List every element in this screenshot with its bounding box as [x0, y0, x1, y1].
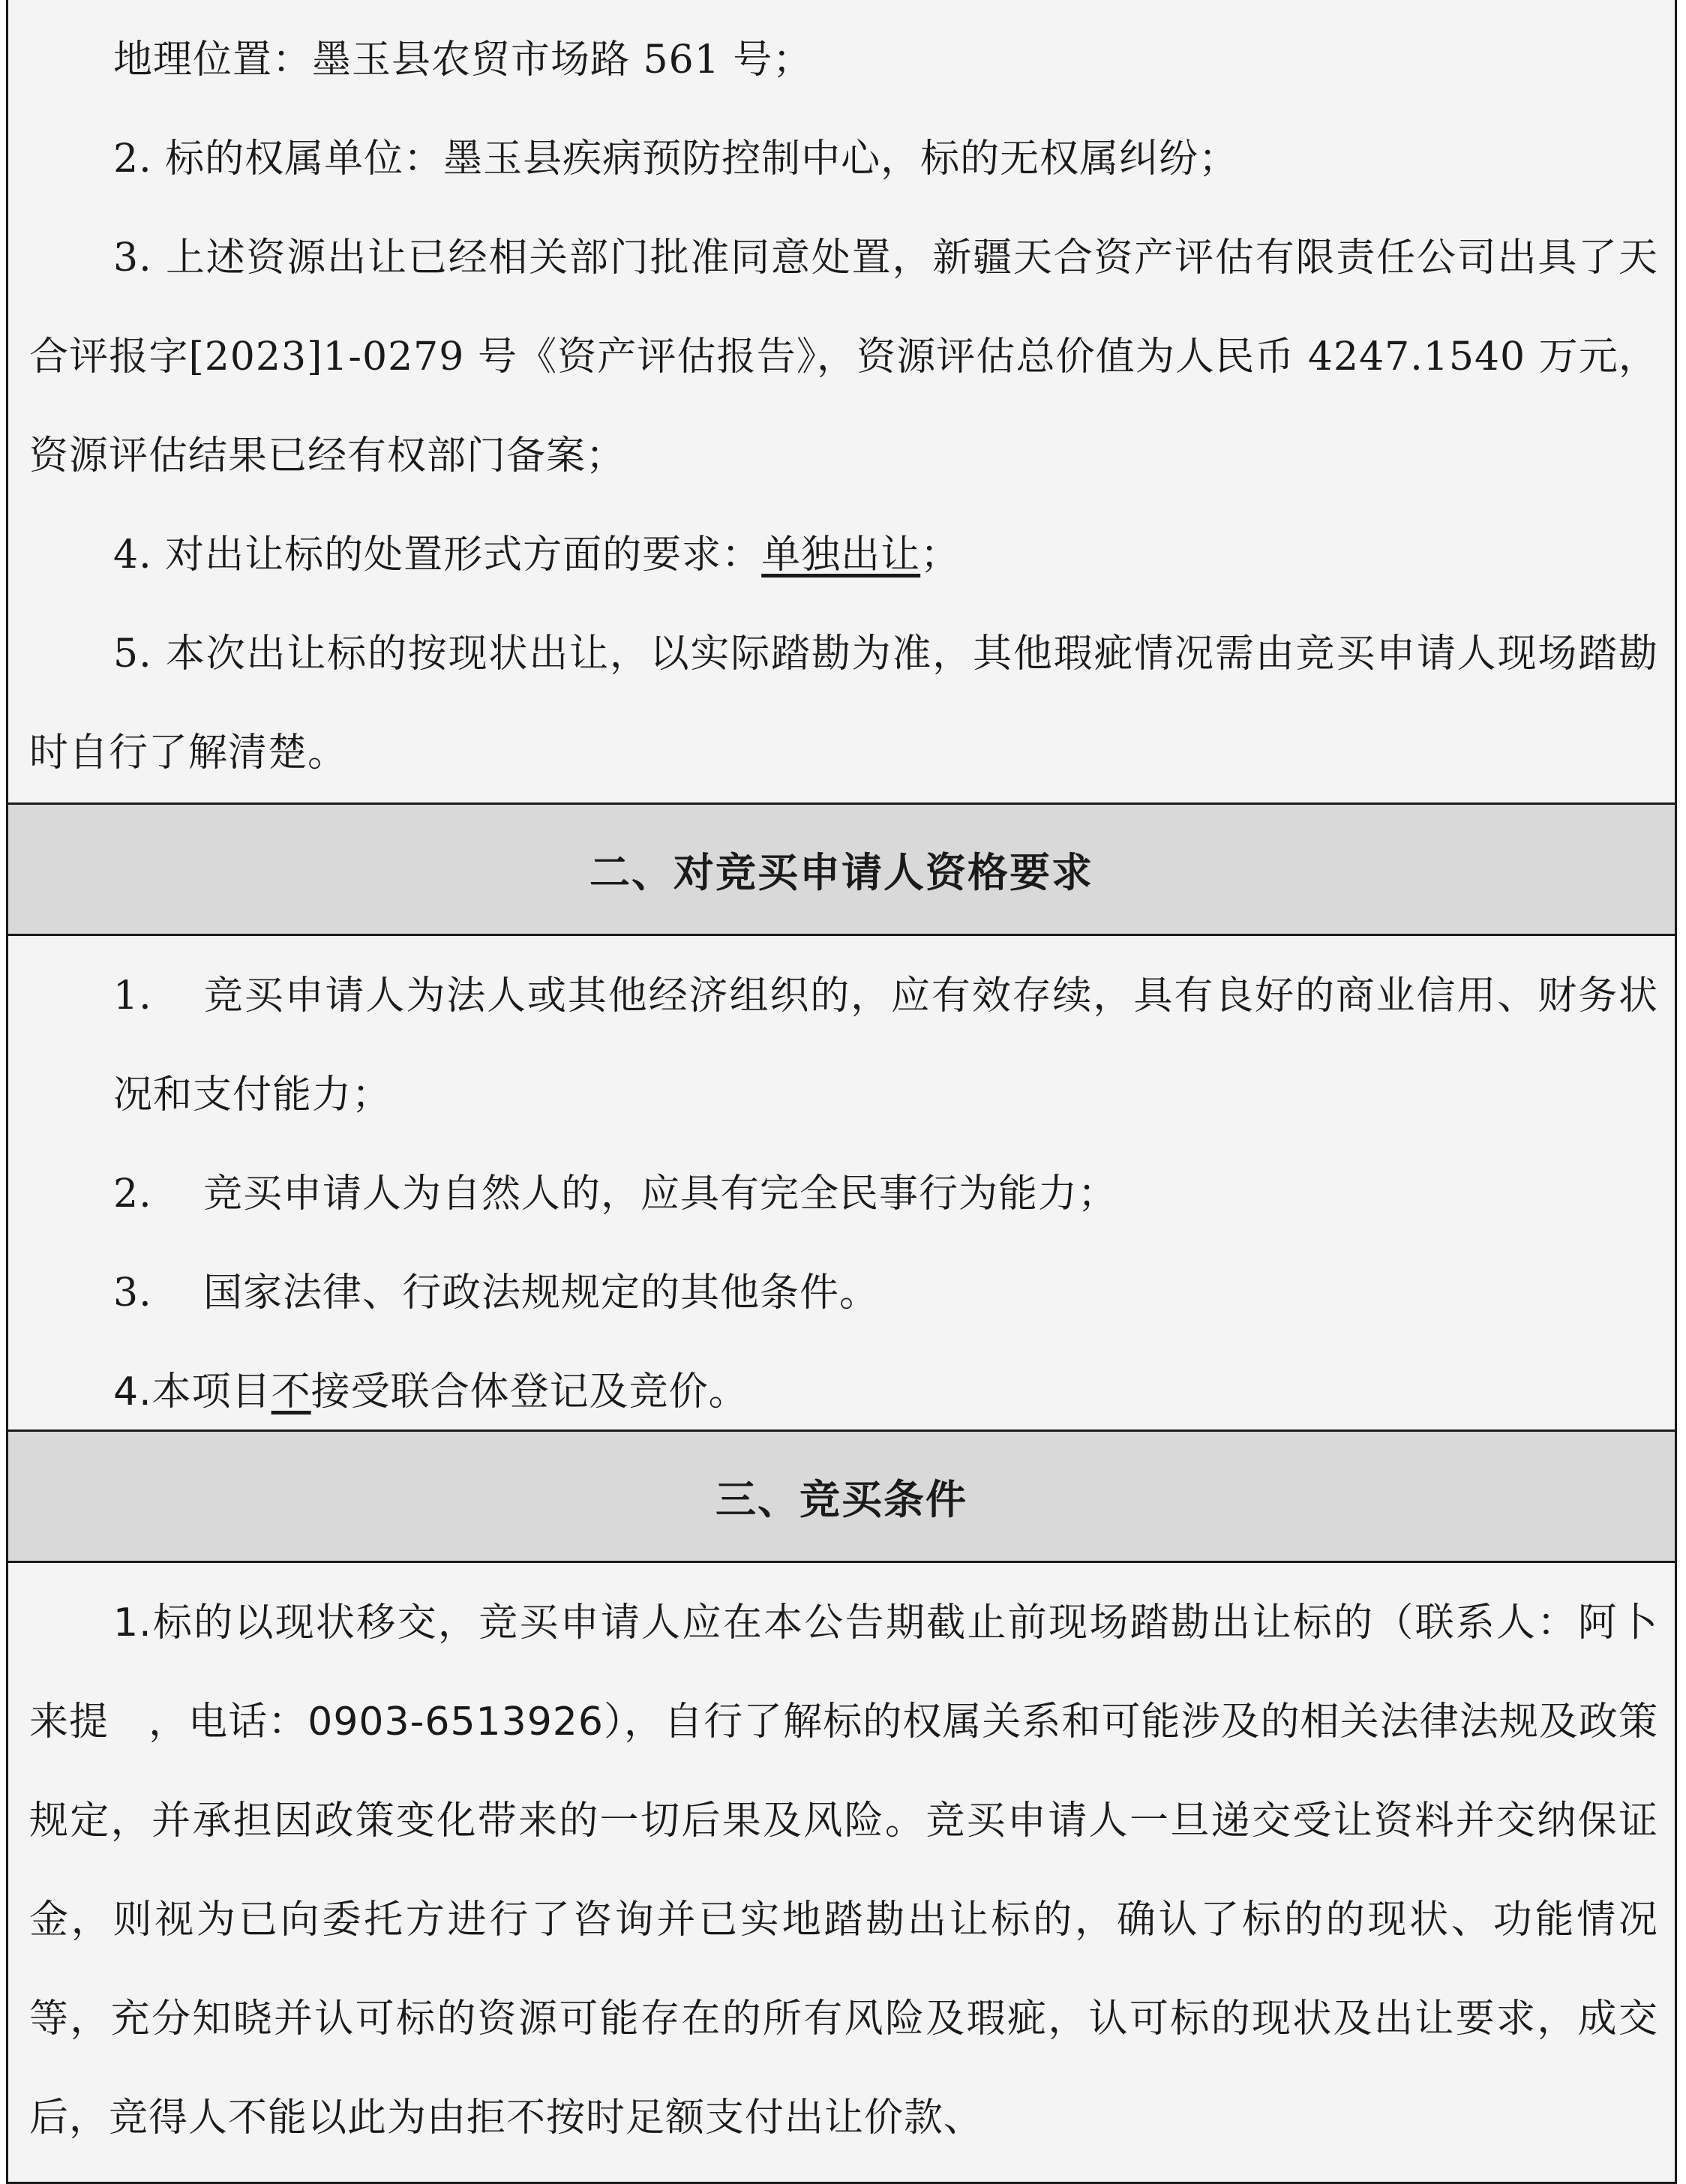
consortium-suffix: 接受联合体登记及竞价。 — [310, 1370, 748, 1414]
disposal-form-value: 单独出让 — [761, 532, 921, 578]
section3-content-cell — [8, 1563, 1675, 2184]
appraisal-paragraph: 3. 上述资源出让已经相关部门批准同意处置，新疆天合资产评估有限责任公司出具了天合评报字[2023]1-0279 号《资产评估报告》，资源评估总价值为人民币 4247.1540 万元，资源评估结果已经有权部门备案； — [29, 236, 1658, 478]
item-number: 1. — [113, 974, 152, 1018]
announcement-table — [6, 0, 1677, 2184]
section3-heading-row — [8, 1430, 1675, 1563]
disposal-form-paragraph — [29, 506, 1658, 604]
disposal-form-prefix: 4. 对出让标的处置形式方面的要求： — [113, 532, 762, 578]
section2-content-cell — [8, 936, 1675, 1430]
bidding-conditions-paragraph — [29, 1574, 1658, 2168]
section2-heading-row — [8, 802, 1675, 936]
item-number: 4. — [113, 1370, 152, 1414]
location-paragraph: 地理位置：墨玉县农贸市场路 561 号； — [113, 38, 813, 82]
consortium-prefix: 本项目 — [152, 1370, 272, 1414]
qualification-item — [29, 1244, 1658, 1342]
section1-content-cell — [8, 0, 1675, 802]
disposal-form-suffix: ； — [920, 532, 961, 578]
item-number: 1. — [113, 1600, 152, 1646]
as-is-paragraph: 5. 本次出让标的按现状出让，以实际踏勘为准，其他瑕疵情况需由竞买申请人现场踏勘时自行了解清楚。 — [29, 632, 1658, 776]
section3-heading: 三、竞买条件 — [716, 1475, 968, 1523]
conditions-text-a: 标的以现状移交，竞买申请人应在本公告期截止前现场踏勘出让标的（联系人：阿卜来提 ，电话： — [29, 1600, 1658, 1744]
consortium-paragraph — [29, 1342, 1658, 1442]
qualification-item — [29, 946, 1658, 1144]
conditions-text-b: ），自行了解标的权属关系和可能涉及的相关法律法规及政策规定，并承担因政策变化带来的一切后果及风险。竞买申请人一旦递交受让资料并交纳保证金，则视为已向委托方进行了咨询并已实地踏勘出让标的，确认了标的的现状、功能情况等，充分知晓并认可标的资源可能存在的所有风险及瑕疵，认可标的现状及出让要求，成交后，竞得人不能以此为由拒不按时足额支付出让价款、 — [29, 1700, 1658, 2140]
item-number: 2. — [113, 1172, 152, 1216]
consortium-negation: 不 — [271, 1370, 311, 1414]
qualification-item — [29, 1144, 1658, 1244]
ownership-paragraph: 2. 标的权属单位：墨玉县疾病预防控制中心，标的无权属纠纷； — [113, 136, 1239, 182]
item-text: 国家法律、行政法规规定的其他条件。 — [203, 1270, 880, 1316]
item-text: 竞买申请人为法人或其他经济组织的，应有效存续，具有良好的商业信用、财务状况和支付能力； — [113, 974, 1658, 1118]
item-text: 竞买申请人为自然人的，应具有完全民事行为能力； — [203, 1172, 1118, 1216]
contact-phone: 0903-6513926 — [308, 1700, 604, 1744]
section2-heading: 二、对竞买申请人资格要求 — [590, 848, 1094, 896]
item-number: 3. — [113, 1270, 152, 1316]
